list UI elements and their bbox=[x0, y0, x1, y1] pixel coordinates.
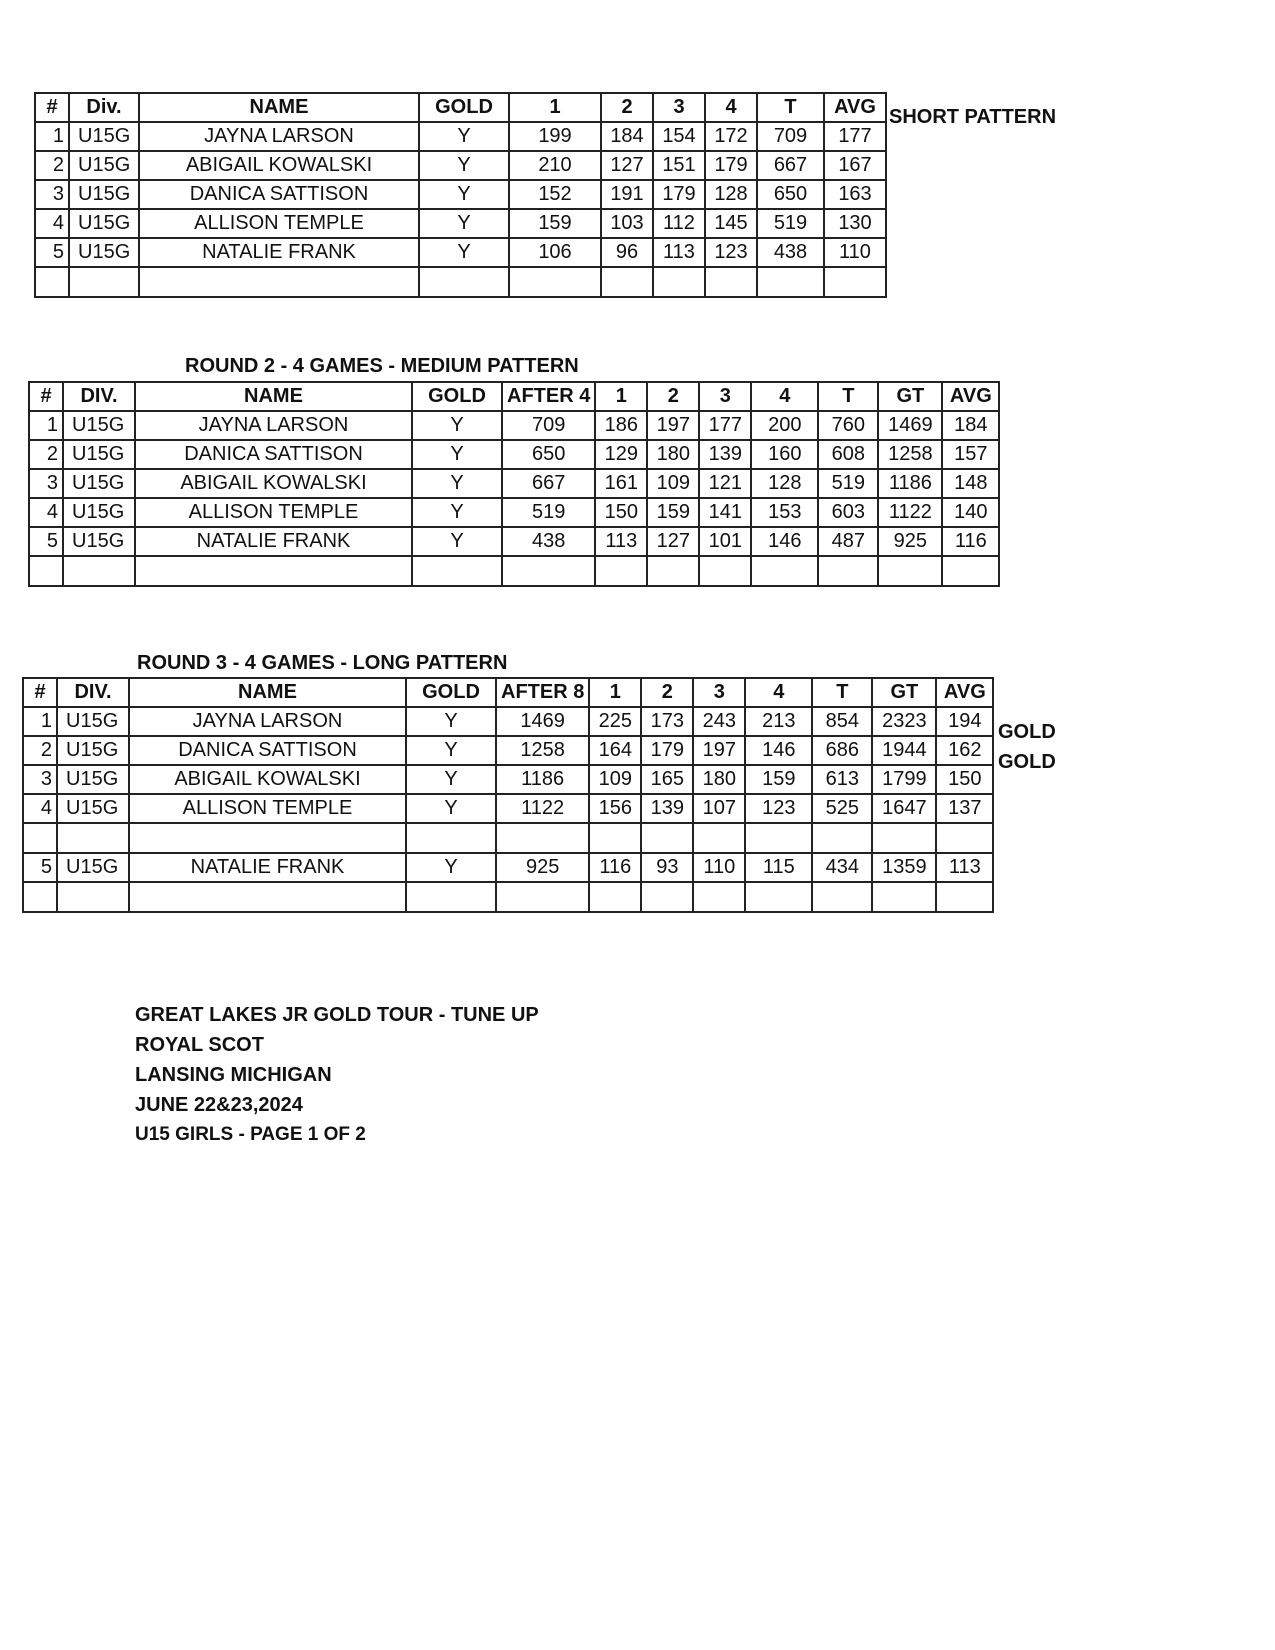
table-row bbox=[23, 794, 993, 823]
average-cell: 110 bbox=[824, 238, 886, 267]
header-game-2: 2 bbox=[601, 93, 653, 122]
empty-cell bbox=[647, 556, 699, 586]
blank-row bbox=[23, 823, 993, 853]
rank-cell: 4 bbox=[35, 209, 69, 238]
header-name: NAME bbox=[135, 382, 412, 411]
game-1-cell: 161 bbox=[595, 469, 647, 498]
game-4-cell: 179 bbox=[705, 151, 757, 180]
header-game-2: 2 bbox=[647, 382, 699, 411]
game-1-cell: 106 bbox=[509, 238, 601, 267]
player-name-cell: NATALIE FRANK bbox=[129, 853, 406, 882]
carry-total-cell: 650 bbox=[502, 440, 595, 469]
header-avg: AVG bbox=[942, 382, 999, 411]
empty-cell bbox=[496, 823, 589, 853]
game-4-cell: 128 bbox=[705, 180, 757, 209]
header-game-1: 1 bbox=[509, 93, 601, 122]
empty-cell bbox=[129, 823, 406, 853]
header-game-3: 3 bbox=[699, 382, 751, 411]
empty-cell bbox=[35, 267, 69, 297]
empty-cell bbox=[496, 882, 589, 912]
header-rank: # bbox=[29, 382, 63, 411]
rank-cell: 5 bbox=[29, 527, 63, 556]
game-3-cell: 177 bbox=[699, 411, 751, 440]
total-cell: 487 bbox=[818, 527, 878, 556]
game-1-cell: 116 bbox=[589, 853, 641, 882]
empty-cell bbox=[872, 823, 936, 853]
division-cell: U15G bbox=[57, 765, 129, 794]
event-dates: JUNE 22&23,2024 bbox=[135, 1094, 303, 1116]
game-1-cell: 186 bbox=[595, 411, 647, 440]
carry-total-cell: 709 bbox=[502, 411, 595, 440]
empty-cell bbox=[509, 267, 601, 297]
player-name-cell: ABIGAIL KOWALSKI bbox=[135, 469, 412, 498]
rank-cell: 1 bbox=[29, 411, 63, 440]
empty-cell bbox=[872, 882, 936, 912]
empty-cell bbox=[589, 882, 641, 912]
header-gold: GOLD bbox=[412, 382, 502, 411]
header-row bbox=[23, 678, 993, 707]
empty-cell bbox=[57, 882, 129, 912]
empty-cell bbox=[745, 882, 812, 912]
division-cell: U15G bbox=[69, 209, 139, 238]
carry-total-cell: 1469 bbox=[496, 707, 589, 736]
division-cell: U15G bbox=[63, 411, 135, 440]
header-name: NAME bbox=[139, 93, 419, 122]
venue-location: LANSING MICHIGAN bbox=[135, 1064, 332, 1086]
average-cell: 163 bbox=[824, 180, 886, 209]
average-cell: 140 bbox=[942, 498, 999, 527]
empty-cell bbox=[69, 267, 139, 297]
header-game-4: 4 bbox=[745, 678, 812, 707]
header-avg: AVG bbox=[824, 93, 886, 122]
empty-cell bbox=[757, 267, 824, 297]
header-after: AFTER 8 bbox=[496, 678, 589, 707]
average-cell: 113 bbox=[936, 853, 993, 882]
game-2-cell: 197 bbox=[647, 411, 699, 440]
total-cell: 667 bbox=[757, 151, 824, 180]
game-4-cell: 200 bbox=[751, 411, 818, 440]
rank-cell: 4 bbox=[29, 498, 63, 527]
game-2-cell: 159 bbox=[647, 498, 699, 527]
empty-cell bbox=[745, 823, 812, 853]
empty-cell bbox=[419, 267, 509, 297]
page-info: U15 GIRLS - PAGE 1 OF 2 bbox=[135, 1124, 366, 1145]
short-pattern-label: SHORT PATTERN bbox=[889, 106, 1057, 128]
empty-cell bbox=[502, 556, 595, 586]
table-row bbox=[23, 736, 993, 765]
table-row bbox=[29, 527, 999, 556]
empty-cell bbox=[942, 556, 999, 586]
grand-total-cell: 1186 bbox=[878, 469, 942, 498]
division-cell: U15G bbox=[69, 238, 139, 267]
header-game-1: 1 bbox=[595, 382, 647, 411]
grand-total-cell: 1944 bbox=[872, 736, 936, 765]
game-1-cell: 159 bbox=[509, 209, 601, 238]
empty-cell bbox=[57, 823, 129, 853]
table-row bbox=[29, 498, 999, 527]
total-cell: 760 bbox=[818, 411, 878, 440]
table-row bbox=[23, 853, 993, 882]
game-3-cell: 243 bbox=[693, 707, 745, 736]
game-2-cell: 109 bbox=[647, 469, 699, 498]
header-grand-total: GT bbox=[878, 382, 942, 411]
average-cell: 137 bbox=[936, 794, 993, 823]
division-cell: U15G bbox=[63, 498, 135, 527]
event-name: GREAT LAKES JR GOLD TOUR - TUNE UP bbox=[135, 1004, 539, 1026]
total-cell: 686 bbox=[812, 736, 872, 765]
header-game-4: 4 bbox=[751, 382, 818, 411]
rank-cell: 5 bbox=[23, 853, 57, 882]
gold-eligible-cell: Y bbox=[412, 469, 502, 498]
rank-cell: 3 bbox=[35, 180, 69, 209]
rank-cell: 3 bbox=[29, 469, 63, 498]
total-cell: 650 bbox=[757, 180, 824, 209]
average-cell: 116 bbox=[942, 527, 999, 556]
grand-total-cell: 2323 bbox=[872, 707, 936, 736]
game-1-cell: 129 bbox=[595, 440, 647, 469]
header-rank: # bbox=[23, 678, 57, 707]
average-cell: 130 bbox=[824, 209, 886, 238]
division-cell: U15G bbox=[63, 527, 135, 556]
total-cell: 709 bbox=[757, 122, 824, 151]
empty-cell bbox=[406, 823, 496, 853]
table-row bbox=[29, 469, 999, 498]
gold-qualifier-label: GOLD bbox=[998, 751, 1056, 773]
rank-cell: 2 bbox=[35, 151, 69, 180]
grand-total-cell: 1258 bbox=[878, 440, 942, 469]
header-div: DIV. bbox=[57, 678, 129, 707]
game-1-cell: 150 bbox=[595, 498, 647, 527]
game-1-cell: 225 bbox=[589, 707, 641, 736]
game-2-cell: 165 bbox=[641, 765, 693, 794]
empty-cell bbox=[812, 823, 872, 853]
gold-eligible-cell: Y bbox=[412, 440, 502, 469]
table-row bbox=[35, 151, 886, 180]
grand-total-cell: 1469 bbox=[878, 411, 942, 440]
grand-total-cell: 1122 bbox=[878, 498, 942, 527]
game-4-cell: 172 bbox=[705, 122, 757, 151]
blank-row bbox=[23, 882, 993, 912]
empty-cell bbox=[693, 882, 745, 912]
header-after: AFTER 4 bbox=[502, 382, 595, 411]
gold-eligible-cell: Y bbox=[412, 498, 502, 527]
header-div: Div. bbox=[69, 93, 139, 122]
game-2-cell: 184 bbox=[601, 122, 653, 151]
gold-qualifier-label: GOLD bbox=[998, 721, 1056, 743]
venue-name: ROYAL SCOT bbox=[135, 1034, 264, 1056]
player-name-cell: DANICA SATTISON bbox=[129, 736, 406, 765]
game-4-cell: 146 bbox=[751, 527, 818, 556]
game-4-cell: 145 bbox=[705, 209, 757, 238]
round3-table bbox=[22, 677, 994, 913]
empty-cell bbox=[601, 267, 653, 297]
division-cell: U15G bbox=[57, 736, 129, 765]
gold-eligible-cell: Y bbox=[406, 707, 496, 736]
gold-eligible-cell: Y bbox=[419, 238, 509, 267]
carry-total-cell: 925 bbox=[496, 853, 589, 882]
game-3-cell: 112 bbox=[653, 209, 705, 238]
rank-cell: 1 bbox=[23, 707, 57, 736]
player-name-cell: JAYNA LARSON bbox=[135, 411, 412, 440]
player-name-cell: ALLISON TEMPLE bbox=[129, 794, 406, 823]
empty-cell bbox=[412, 556, 502, 586]
division-cell: U15G bbox=[69, 122, 139, 151]
game-2-cell: 103 bbox=[601, 209, 653, 238]
empty-cell bbox=[878, 556, 942, 586]
gold-eligible-cell: Y bbox=[406, 736, 496, 765]
gold-eligible-cell: Y bbox=[412, 527, 502, 556]
gold-eligible-cell: Y bbox=[412, 411, 502, 440]
game-2-cell: 139 bbox=[641, 794, 693, 823]
blank-row bbox=[35, 267, 886, 297]
gold-eligible-cell: Y bbox=[406, 765, 496, 794]
gold-eligible-cell: Y bbox=[419, 122, 509, 151]
game-4-cell: 146 bbox=[745, 736, 812, 765]
empty-cell bbox=[139, 267, 419, 297]
header-total: T bbox=[757, 93, 824, 122]
total-cell: 854 bbox=[812, 707, 872, 736]
empty-cell bbox=[23, 882, 57, 912]
game-2-cell: 173 bbox=[641, 707, 693, 736]
player-name-cell: ALLISON TEMPLE bbox=[139, 209, 419, 238]
carry-total-cell: 1122 bbox=[496, 794, 589, 823]
grand-total-cell: 925 bbox=[878, 527, 942, 556]
average-cell: 177 bbox=[824, 122, 886, 151]
table-row bbox=[29, 411, 999, 440]
game-4-cell: 123 bbox=[745, 794, 812, 823]
empty-cell bbox=[818, 556, 878, 586]
average-cell: 157 bbox=[942, 440, 999, 469]
average-cell: 194 bbox=[936, 707, 993, 736]
gold-eligible-cell: Y bbox=[419, 209, 509, 238]
player-name-cell: ALLISON TEMPLE bbox=[135, 498, 412, 527]
game-3-cell: 101 bbox=[699, 527, 751, 556]
game-1-cell: 152 bbox=[509, 180, 601, 209]
game-2-cell: 96 bbox=[601, 238, 653, 267]
empty-cell bbox=[135, 556, 412, 586]
game-3-cell: 197 bbox=[693, 736, 745, 765]
round2-table bbox=[28, 381, 1000, 587]
header-gold: GOLD bbox=[419, 93, 509, 122]
header-div: DIV. bbox=[63, 382, 135, 411]
game-4-cell: 123 bbox=[705, 238, 757, 267]
grand-total-cell: 1799 bbox=[872, 765, 936, 794]
empty-cell bbox=[589, 823, 641, 853]
total-cell: 603 bbox=[818, 498, 878, 527]
total-cell: 613 bbox=[812, 765, 872, 794]
average-cell: 150 bbox=[936, 765, 993, 794]
empty-cell bbox=[406, 882, 496, 912]
game-2-cell: 180 bbox=[647, 440, 699, 469]
header-row bbox=[35, 93, 886, 122]
empty-cell bbox=[29, 556, 63, 586]
grand-total-cell: 1647 bbox=[872, 794, 936, 823]
carry-total-cell: 667 bbox=[502, 469, 595, 498]
table-row bbox=[29, 440, 999, 469]
table-row bbox=[35, 209, 886, 238]
total-cell: 434 bbox=[812, 853, 872, 882]
average-cell: 167 bbox=[824, 151, 886, 180]
game-4-cell: 115 bbox=[745, 853, 812, 882]
total-cell: 519 bbox=[818, 469, 878, 498]
game-4-cell: 153 bbox=[751, 498, 818, 527]
game-2-cell: 93 bbox=[641, 853, 693, 882]
game-3-cell: 154 bbox=[653, 122, 705, 151]
rank-cell: 4 bbox=[23, 794, 57, 823]
gold-eligible-cell: Y bbox=[406, 794, 496, 823]
empty-cell bbox=[936, 882, 993, 912]
table-row bbox=[35, 180, 886, 209]
game-3-cell: 180 bbox=[693, 765, 745, 794]
game-1-cell: 156 bbox=[589, 794, 641, 823]
empty-cell bbox=[705, 267, 757, 297]
player-name-cell: ABIGAIL KOWALSKI bbox=[139, 151, 419, 180]
player-name-cell: ABIGAIL KOWALSKI bbox=[129, 765, 406, 794]
rank-cell: 2 bbox=[29, 440, 63, 469]
empty-cell bbox=[641, 823, 693, 853]
division-cell: U15G bbox=[69, 180, 139, 209]
empty-cell bbox=[63, 556, 135, 586]
rank-cell: 1 bbox=[35, 122, 69, 151]
player-name-cell: JAYNA LARSON bbox=[139, 122, 419, 151]
rank-cell: 2 bbox=[23, 736, 57, 765]
empty-cell bbox=[129, 882, 406, 912]
division-cell: U15G bbox=[57, 853, 129, 882]
empty-cell bbox=[693, 823, 745, 853]
game-4-cell: 213 bbox=[745, 707, 812, 736]
blank-row bbox=[29, 556, 999, 586]
table-row bbox=[35, 238, 886, 267]
round2-title: ROUND 2 - 4 GAMES - MEDIUM PATTERN bbox=[185, 355, 579, 377]
total-cell: 519 bbox=[757, 209, 824, 238]
round3-title: ROUND 3 - 4 GAMES - LONG PATTERN bbox=[137, 652, 508, 674]
total-cell: 438 bbox=[757, 238, 824, 267]
header-row bbox=[29, 382, 999, 411]
header-total: T bbox=[812, 678, 872, 707]
game-1-cell: 199 bbox=[509, 122, 601, 151]
division-cell: U15G bbox=[63, 440, 135, 469]
game-2-cell: 191 bbox=[601, 180, 653, 209]
grand-total-cell: 1359 bbox=[872, 853, 936, 882]
round1-table bbox=[34, 92, 887, 298]
header-game-3: 3 bbox=[693, 678, 745, 707]
game-4-cell: 159 bbox=[745, 765, 812, 794]
empty-cell bbox=[699, 556, 751, 586]
table-row bbox=[23, 765, 993, 794]
average-cell: 148 bbox=[942, 469, 999, 498]
division-cell: U15G bbox=[57, 707, 129, 736]
table-row bbox=[35, 122, 886, 151]
game-4-cell: 160 bbox=[751, 440, 818, 469]
player-name-cell: NATALIE FRANK bbox=[139, 238, 419, 267]
rank-cell: 3 bbox=[23, 765, 57, 794]
division-cell: U15G bbox=[57, 794, 129, 823]
game-1-cell: 113 bbox=[595, 527, 647, 556]
division-cell: U15G bbox=[69, 151, 139, 180]
total-cell: 608 bbox=[818, 440, 878, 469]
game-1-cell: 210 bbox=[509, 151, 601, 180]
average-cell: 184 bbox=[942, 411, 999, 440]
empty-cell bbox=[653, 267, 705, 297]
game-2-cell: 179 bbox=[641, 736, 693, 765]
game-1-cell: 164 bbox=[589, 736, 641, 765]
division-cell: U15G bbox=[63, 469, 135, 498]
game-2-cell: 127 bbox=[647, 527, 699, 556]
gold-eligible-cell: Y bbox=[406, 853, 496, 882]
header-name: NAME bbox=[129, 678, 406, 707]
header-grand-total: GT bbox=[872, 678, 936, 707]
game-3-cell: 107 bbox=[693, 794, 745, 823]
carry-total-cell: 438 bbox=[502, 527, 595, 556]
player-name-cell: DANICA SATTISON bbox=[135, 440, 412, 469]
empty-cell bbox=[641, 882, 693, 912]
game-3-cell: 141 bbox=[699, 498, 751, 527]
table-row bbox=[23, 707, 993, 736]
header-game-4: 4 bbox=[705, 93, 757, 122]
header-avg: AVG bbox=[936, 678, 993, 707]
carry-total-cell: 519 bbox=[502, 498, 595, 527]
player-name-cell: DANICA SATTISON bbox=[139, 180, 419, 209]
header-game-2: 2 bbox=[641, 678, 693, 707]
game-3-cell: 113 bbox=[653, 238, 705, 267]
header-game-1: 1 bbox=[589, 678, 641, 707]
game-1-cell: 109 bbox=[589, 765, 641, 794]
event-info bbox=[135, 1000, 539, 1150]
player-name-cell: NATALIE FRANK bbox=[135, 527, 412, 556]
total-cell: 525 bbox=[812, 794, 872, 823]
carry-total-cell: 1258 bbox=[496, 736, 589, 765]
game-3-cell: 151 bbox=[653, 151, 705, 180]
empty-cell bbox=[751, 556, 818, 586]
header-game-3: 3 bbox=[653, 93, 705, 122]
game-2-cell: 127 bbox=[601, 151, 653, 180]
empty-cell bbox=[936, 823, 993, 853]
gold-eligible-cell: Y bbox=[419, 180, 509, 209]
gold-eligible-cell: Y bbox=[419, 151, 509, 180]
header-gold: GOLD bbox=[406, 678, 496, 707]
empty-cell bbox=[23, 823, 57, 853]
game-3-cell: 179 bbox=[653, 180, 705, 209]
empty-cell bbox=[812, 882, 872, 912]
rank-cell: 5 bbox=[35, 238, 69, 267]
game-3-cell: 139 bbox=[699, 440, 751, 469]
player-name-cell: JAYNA LARSON bbox=[129, 707, 406, 736]
carry-total-cell: 1186 bbox=[496, 765, 589, 794]
header-total: T bbox=[818, 382, 878, 411]
header-rank: # bbox=[35, 93, 69, 122]
average-cell: 162 bbox=[936, 736, 993, 765]
empty-cell bbox=[824, 267, 886, 297]
game-3-cell: 121 bbox=[699, 469, 751, 498]
empty-cell bbox=[595, 556, 647, 586]
game-4-cell: 128 bbox=[751, 469, 818, 498]
game-3-cell: 110 bbox=[693, 853, 745, 882]
